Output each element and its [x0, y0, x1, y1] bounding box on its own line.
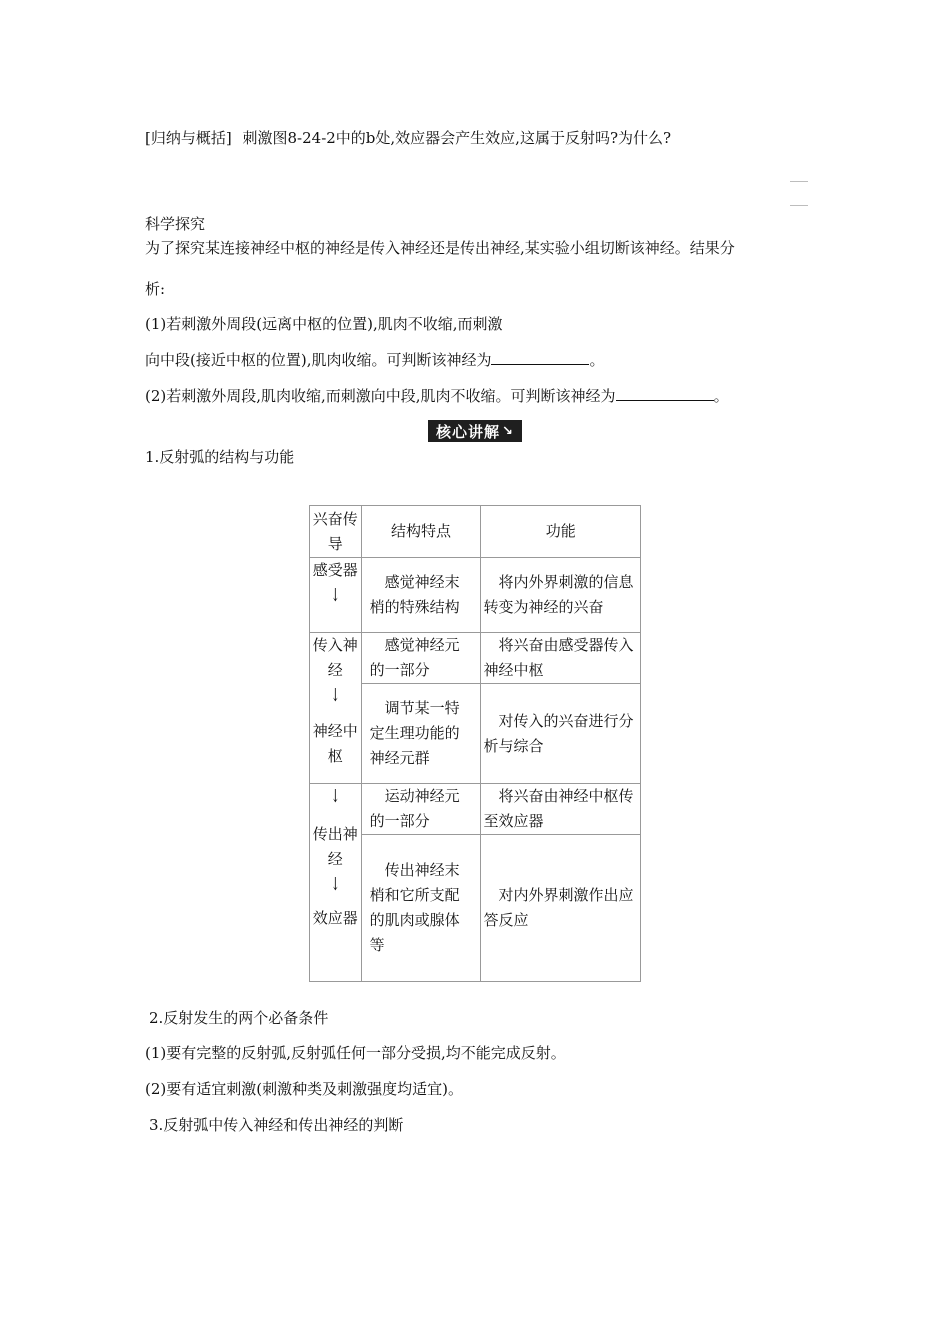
answer-blank[interactable]	[491, 350, 589, 365]
down-arrow-icon: ↓	[330, 874, 340, 895]
section2-title: 2.反射发生的两个必备条件	[149, 1009, 329, 1027]
margin-dash	[790, 181, 808, 182]
table-row	[310, 784, 641, 835]
section2-item1: (1)要有完整的反射弧,反射弧任何一部分受损,均不能完成反射。	[145, 1044, 566, 1062]
punct: 。	[713, 387, 729, 405]
feature-cell: 调节某一特定生理功能的神经元群	[361, 684, 481, 784]
section1-title: 1.反射弧的结构与功能	[145, 448, 295, 466]
header-conduction: 兴奋传导	[310, 506, 362, 558]
function-cell: 对传入的兴奋进行分析与综合	[481, 684, 641, 784]
inquiry-intro-end: 析:	[145, 280, 166, 298]
arrow-icon: ↘	[502, 423, 514, 439]
question-line	[145, 128, 671, 148]
feature-cell: 感觉神经元的一部分	[361, 633, 481, 684]
header-function: 功能	[481, 506, 641, 558]
down-arrow-icon: ↓	[330, 585, 340, 606]
feature-cell: 运动神经元的一部分	[361, 784, 481, 835]
question-text: 刺激图8-24-2中的b处,效应器会产生效应,这属于反射吗?为什么?	[242, 129, 672, 147]
down-arrow-icon: ↓	[330, 685, 340, 706]
inquiry-item1: (1)若刺激外周段(远离中枢的位置),肌肉不收缩,而刺激	[145, 315, 503, 333]
section3-title: 3.反射弧中传入神经和传出神经的判断	[149, 1116, 404, 1134]
core-explanation-badge	[428, 420, 522, 442]
function-cell: 对内外界刺激作出应答反应	[481, 835, 641, 982]
feature-cell: 感觉神经末梢的特殊结构	[361, 558, 481, 633]
answer-blank[interactable]	[616, 386, 714, 401]
reflex-arc-table	[309, 505, 641, 982]
margin-dash	[790, 205, 808, 206]
table-row	[310, 558, 641, 633]
feature-cell: 传出神经末梢和它所支配的肌肉或腺体等	[361, 835, 481, 982]
header-feature: 结构特点	[361, 506, 481, 558]
table-header-row	[310, 506, 641, 558]
inquiry-item2-text: (2)若刺激外周段,肌肉收缩,而刺激向中段,肌肉不收缩。可判断该神经为	[145, 387, 616, 405]
section2-item2: (2)要有适宜刺激(刺激种类及刺激强度均适宜)。	[145, 1080, 463, 1098]
inquiry-item2	[145, 386, 729, 406]
function-cell: 将兴奋由感受器传入神经中枢	[481, 633, 641, 684]
punct: 。	[589, 351, 605, 369]
down-arrow-icon: ↓	[330, 786, 340, 807]
flow-efferent: ↓ 传出神经 ↓ 效应器	[310, 784, 362, 982]
flow-receptor: 感受器 ↓	[310, 558, 362, 633]
badge-label: 核心讲解	[436, 422, 501, 441]
function-cell: 将内外界刺激的信息转变为神经的兴奋	[481, 558, 641, 633]
inquiry-intro: 为了探究某连接神经中枢的神经是传入神经还是传出神经,某实验小组切断该神经。结果分	[145, 239, 735, 257]
table-row	[310, 633, 641, 684]
inquiry-item1-text: 向中段(接近中枢的位置),肌肉收缩。可判断该神经为	[145, 351, 492, 369]
question-tag: [归纳与概括]	[145, 129, 232, 147]
flow-afferent: 传入神经 ↓ 神经中枢	[310, 633, 362, 784]
inquiry-heading: 科学探究	[145, 215, 206, 233]
function-cell: 将兴奋由神经中枢传至效应器	[481, 784, 641, 835]
inquiry-item1-cont	[145, 350, 605, 370]
